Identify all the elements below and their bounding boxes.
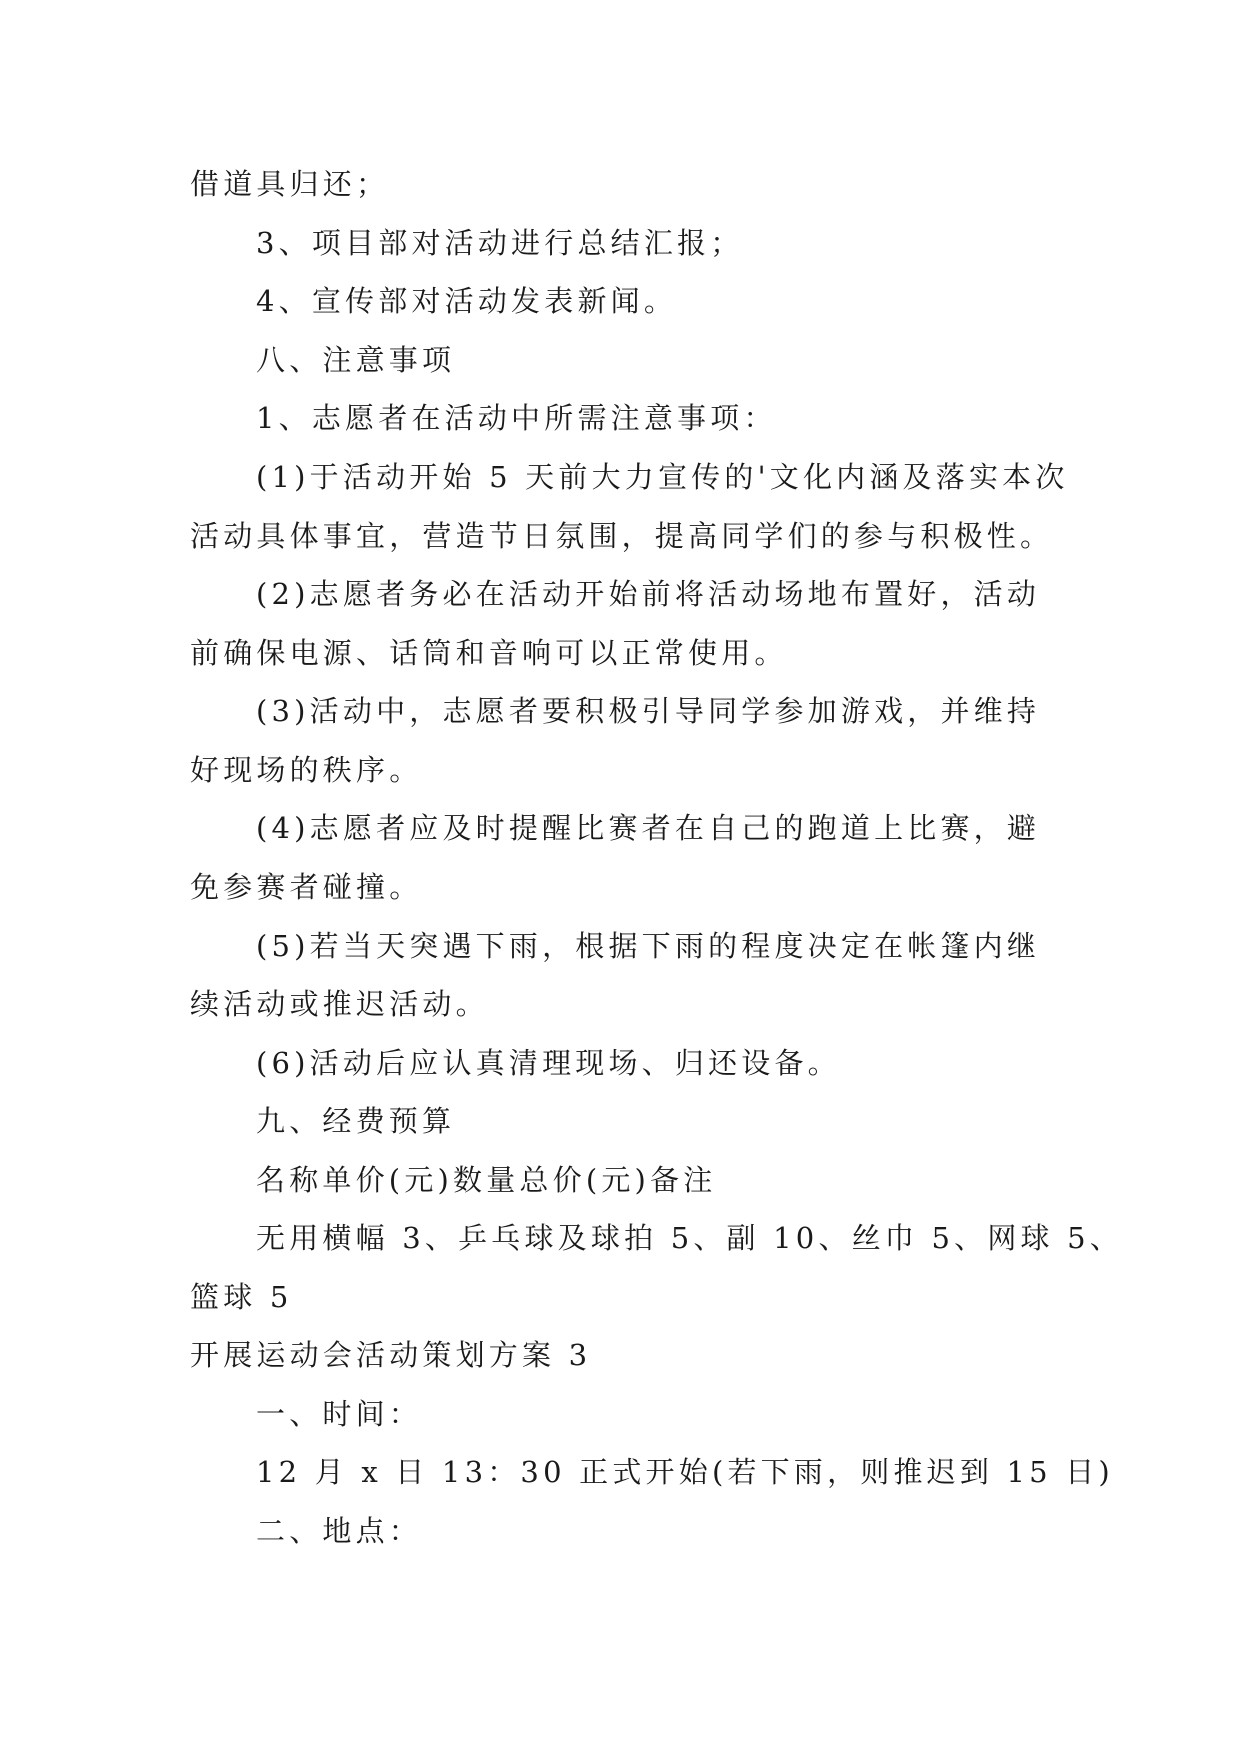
text-line: 好现场的秩序。 [190,753,423,787]
text-line: 篮球 5 [190,1280,293,1314]
text-line: (1)于活动开始 5 天前大力宣传的'文化内涵及落实本次 [256,460,1069,494]
text-line: 无用横幅 3、乒乓球及球拍 5、副 10、丝巾 5、网球 5、 [256,1221,1123,1255]
text-line: (2)志愿者务必在活动开始前将活动场地布置好，活动 [256,577,1041,611]
text-line: 借道具归还； [190,167,390,201]
text-line: 前确保电源、话筒和音响可以正常使用。 [190,636,788,670]
section-heading: 九、经费预算 [256,1104,456,1138]
section-heading: 二、地点： [256,1514,423,1548]
text-line: 1、志愿者在活动中所需注意事项： [256,401,777,435]
text-line: (4)志愿者应及时提醒比赛者在自己的跑道上比赛，避 [256,811,1041,845]
text-line: (5)若当天突遇下雨，根据下雨的程度决定在帐篷内继 [256,929,1041,963]
section-heading: 一、时间： [256,1397,423,1431]
text-line: (6)活动后应认真清理现场、归还设备。 [256,1046,841,1080]
section-heading: 八、注意事项 [256,343,456,377]
text-line: 12 月 x 日 13：30 正式开始(若下雨，则推迟到 15 日) [256,1455,1114,1489]
text-line: 免参赛者碰撞。 [190,870,423,904]
text-line: 续活动或推迟活动。 [190,987,489,1021]
text-line: 名称单价(元)数量总价(元)备注 [256,1163,717,1197]
document-title: 开展运动会活动策划方案 3 [190,1338,592,1372]
text-line: 活动具体事宜，营造节日氛围，提高同学们的参与积极性。 [190,519,1054,553]
text-line: 3、项目部对活动进行总结汇报； [256,226,744,260]
text-line: (3)活动中，志愿者要积极引导同学参加游戏，并维持 [256,694,1041,728]
text-line: 4、宣传部对活动发表新闻。 [256,284,678,318]
